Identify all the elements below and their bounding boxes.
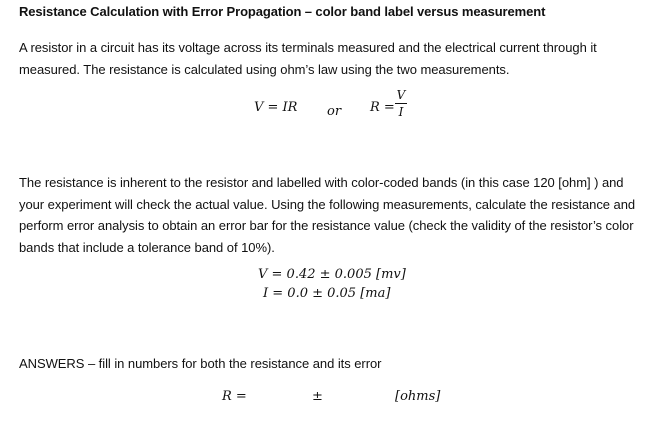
fraction-denominator: I: [398, 105, 404, 119]
or-word: or: [327, 104, 342, 119]
answer-resistance-label: R =: [222, 389, 247, 404]
description-paragraph: The resistance is inherent to the resistor and labelled with color-coded bands (in this case 120 [ohm] ) and your experiment will check the actual value. Using the following measurements, calculate the resistance and perform error analysis to obtain an error bar for the resistance value (check the validity of the resistor’s color bands that include a tolerance band of 10%).: [19, 175, 636, 255]
fraction-numerator: V: [396, 88, 406, 102]
intro-paragraph: A resistor in a circuit has its voltage across its terminals measured and the electrical current through it measured. The resistance is calculated using ohm’s law using the two measurements.: [19, 40, 597, 77]
answer-unit: [ohms]: [395, 389, 441, 404]
fraction-bar: [395, 103, 407, 104]
ohms-law-equation: V = IR: [254, 100, 298, 115]
current-measurement: I = 0.0 ± 0.05 [ma]: [263, 286, 391, 301]
document-title: Resistance Calculation with Error Propagation – color band label versus measurement: [19, 4, 546, 19]
answer-plus-minus: ±: [312, 389, 323, 404]
voltage-measurement: V = 0.42 ± 0.005 [mv]: [258, 267, 406, 282]
resistance-fraction: [395, 88, 407, 119]
resistance-formula-lhs: R =: [370, 100, 395, 115]
answers-prompt: ANSWERS – fill in numbers for both the resistance and its error: [19, 356, 382, 371]
